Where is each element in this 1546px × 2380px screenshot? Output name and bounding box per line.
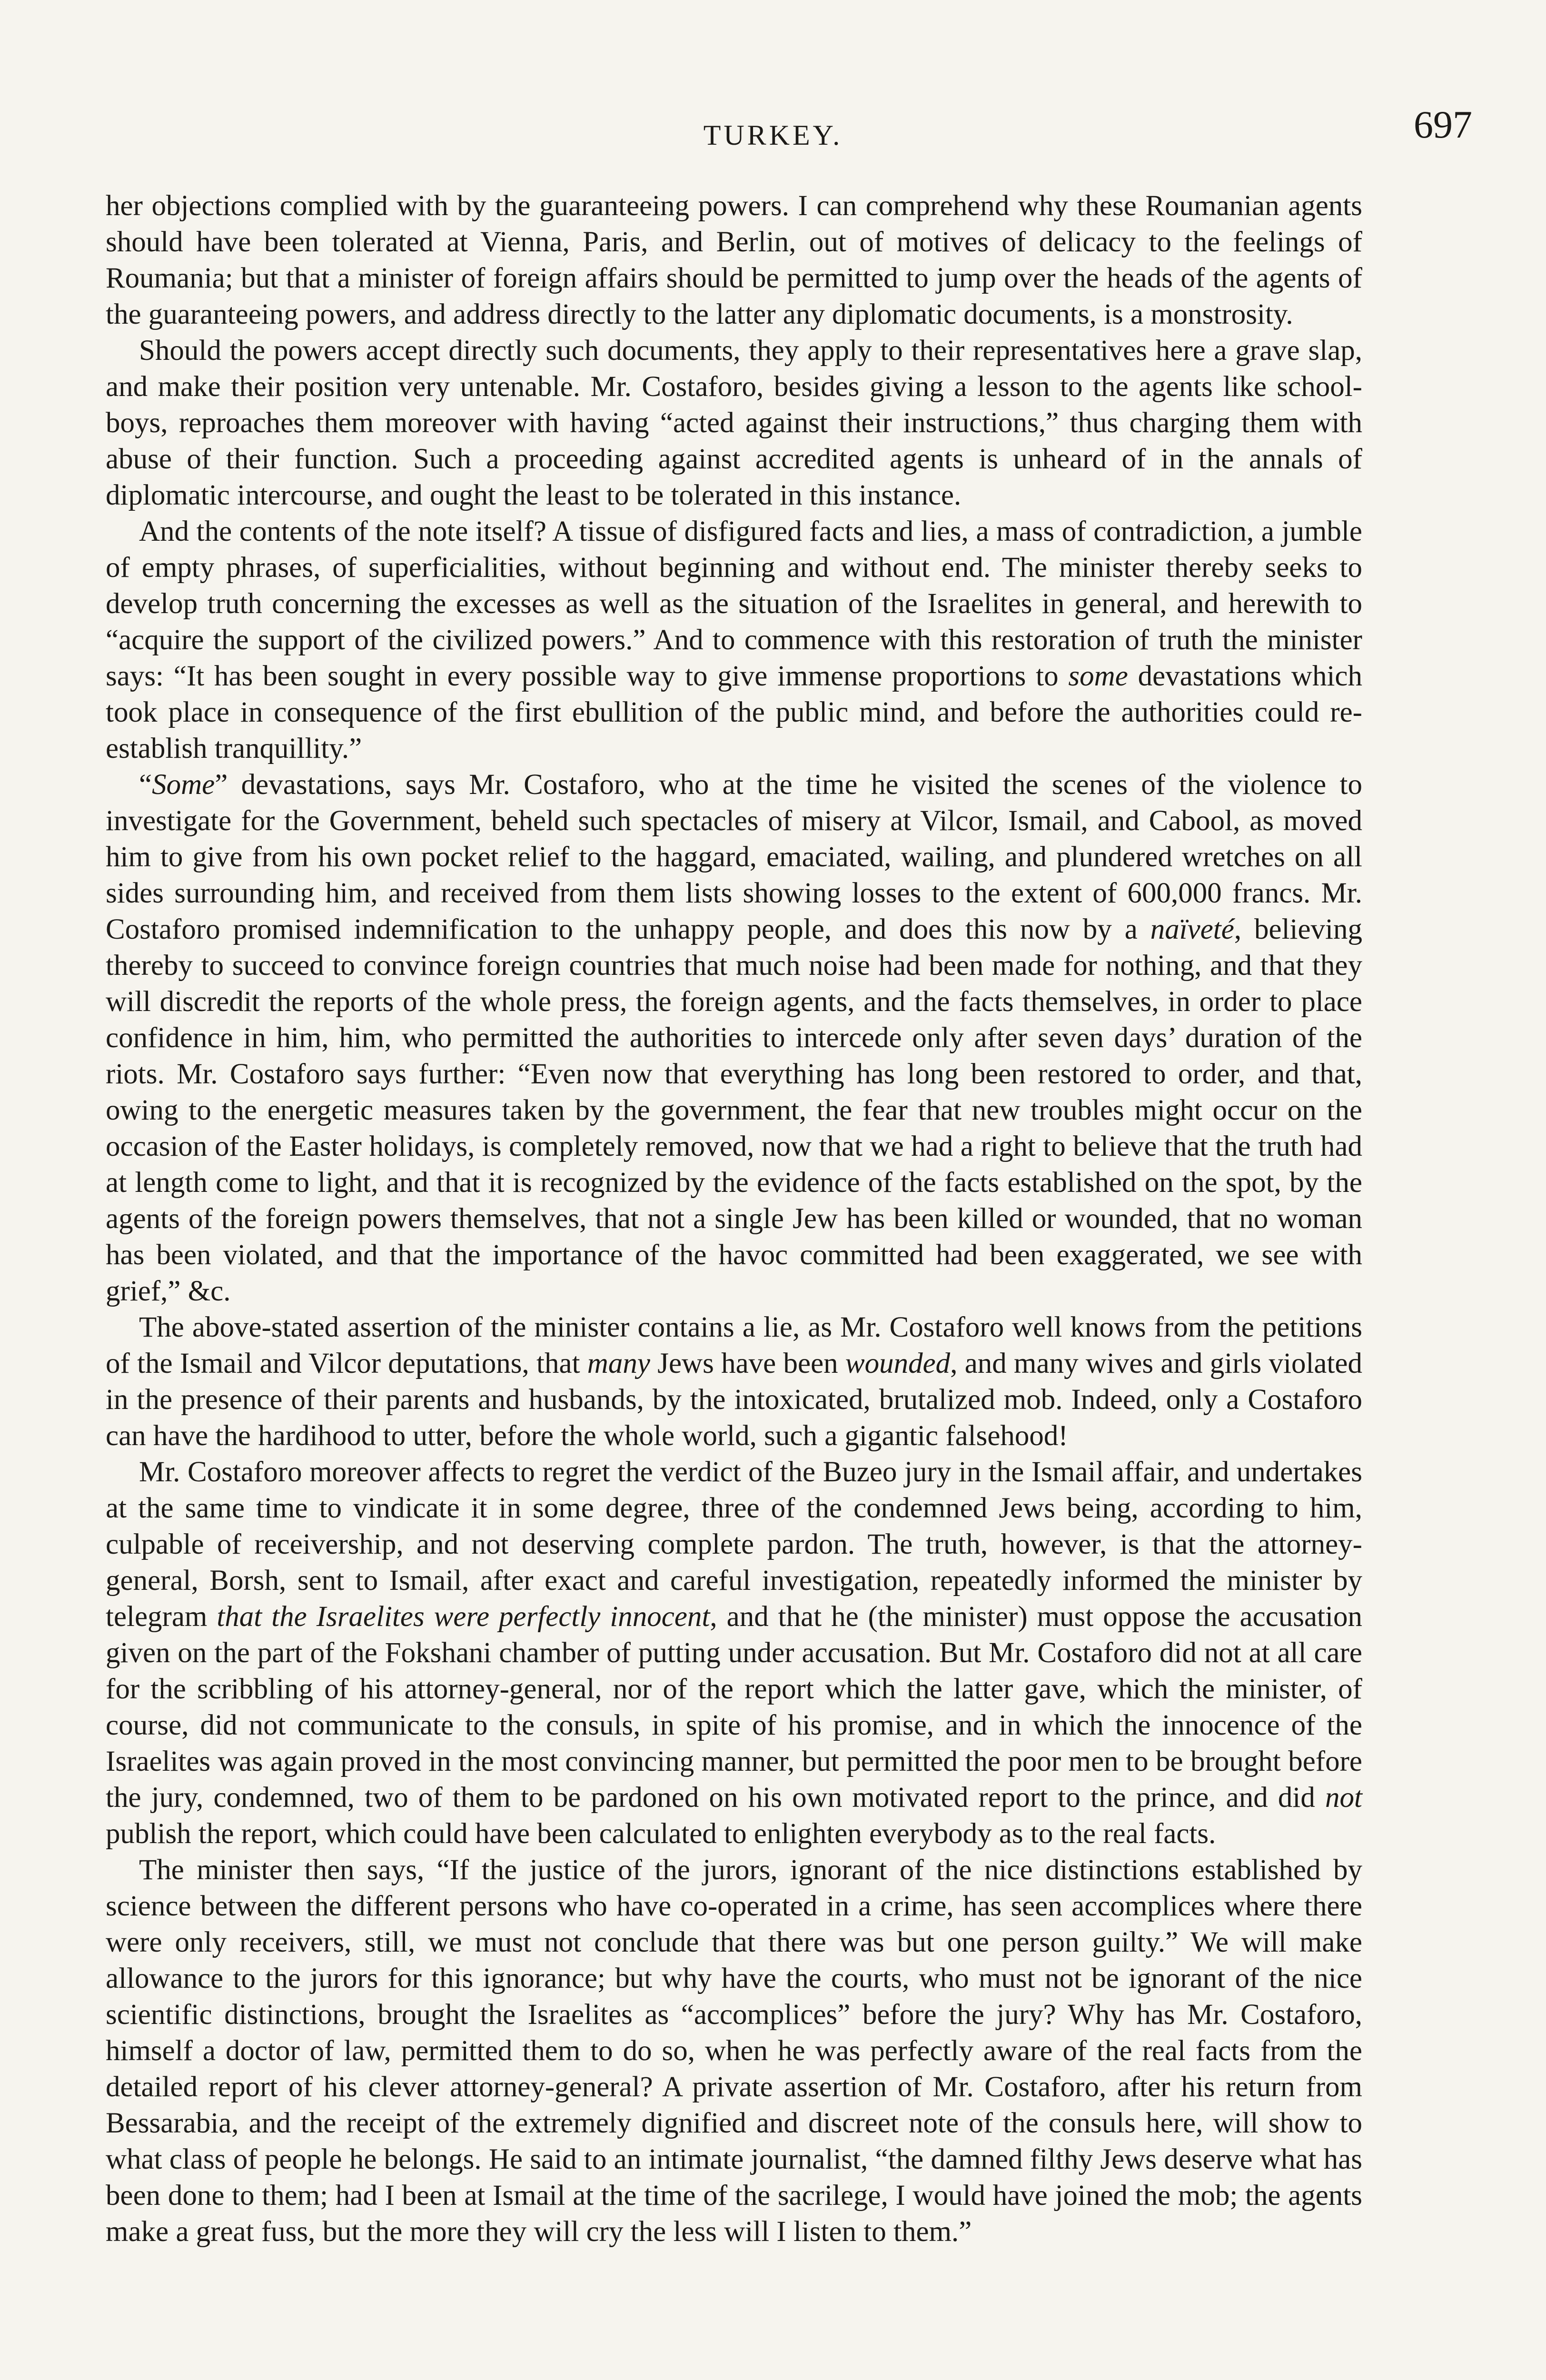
paragraph-text: Mr. Costaforo moreover affects to regret the verdict of the Buzeo jury in the Ismail affair, and undertakes at the same time to vindicate it in some degree, three of the condemned Jews being, according to him, culpable of receivership, and not deserving complete pardon. The truth, however, is that the attorney-general, Borsh, sent to Ismail, after exact and careful investigation, repeatedly informed the minister by telegram — [106, 1456, 1362, 1633]
paragraph-text: publish the report, which could have been calculated to enlighten everybody as to the real facts. — [106, 1818, 1216, 1850]
paragraph-text: And the contents of the note itself? A tissue of disfigured facts and lies, a mass of contradiction, a jumble of empty phrases, of superficialities, without beginning and without end. The minister thereby seeks to develop truth concerning the excesses as well as the situation of the Israelites in general, and herewith to “acquire the support of the civilized powers.” And to commence with this restoration of truth the minister says: “It has been sought in every possible way to give immense proportions to — [106, 516, 1362, 692]
paragraph — [106, 767, 1362, 1309]
paragraph-text: her objections complied with by the guaranteeing powers. I can comprehend why these Roumanian agents should have been tolerated at Vienna, Paris, and Berlin, out of motives of delicacy to the feelings of Roumania; but that a minister of foreign affairs should be permitted to jump over the heads of the agents of the guaranteeing powers, and address directly to the latter any diplomatic documents, is a monstrosity. — [106, 190, 1362, 330]
paragraph — [106, 1309, 1362, 1454]
running-title: TURKEY. — [703, 119, 843, 151]
italic-text: Some — [152, 769, 215, 801]
italic-text: not — [1325, 1782, 1362, 1814]
italic-text: wounded — [845, 1348, 951, 1379]
paragraph-text: The minister then says, “If the justice of the jurors, ignorant of the nice distinctions established by science between the different persons who have co-operated in a crime, has seen accomplices where there were only receivers, still, we must not conclude that there was but one person guilty.” We will make allowance to the jurors for this ignorance; but why have the courts, who must not be ignorant of the nice scientific distinctions, brought the Israelites as “accomplices” before the jury? Why has Mr. Costaforo, himself a doctor of law, permitted them to do so, when he was perfectly aware of the real facts from the detailed report of his clever attorney-general? A private assertion of Mr. Costaforo, after his return from Bessarabia, and the receipt of the extremely dignified and discreet note of the consuls here, will show to what class of people he belongs. He said to an intimate journalist, “the damned filthy Jews deserve what has been done to them; had I been at Ismail at the time of the sacrilege, I would have joined the mob; the agents make a great fuss, but the more they will cry the less will I listen to them.” — [106, 1854, 1362, 2248]
paragraph-text: Should the powers accept directly such documents, they apply to their representatives here a grave slap, and make their position very untenable. Mr. Costaforo, besides giving a lesson to the agents like school-boys, reproaches them moreover with having “acted against their instructions,” thus charging them with abuse of their function. Such a proceeding against accredited agents is unheard of in the annals of diplomatic intercourse, and ought the least to be tolerated in this instance. — [106, 335, 1362, 511]
paragraph-text: , and that he (the minister) must oppose the accusation given on the part of the Fokshani chamber of putting under accusation. But Mr. Costaforo did not at all care for the scribbling of his attorney-general, nor of the report which the latter gave, which the minister, of course, did not communicate to the consuls, in spite of his promise, and in which the innocence of the Israelites was again proved in the most convincing manner, but permitted the poor men to be brought before the jury, condemned, two of them to be pardoned on his own motivated report to the prince, and did — [106, 1601, 1362, 1814]
paragraph — [106, 514, 1362, 767]
paragraph-text: ” devastations, says Mr. Costaforo, who at the time he visited the scenes of the violence to investigate for the Government, beheld such spectacles of misery at Vilcor, Ismail, and Cabool, as moved him to give from his own pocket relief to the haggard, emaciated, wailing, and plundered wretches on all sides surrounding him, and received from them lists showing losses to the extent of 600,000 francs. Mr. Costaforo promised indemnification to the unhappy people, and does this now by a — [106, 769, 1362, 945]
italic-text: many — [587, 1348, 650, 1379]
paragraph — [106, 1852, 1362, 2250]
italic-text: some — [1068, 660, 1128, 692]
body-text — [106, 188, 1362, 2250]
paragraph-text: , believing thereby to succeed to convince foreign countries that much noise had been made for nothing, and that they will discredit the reports of the whole press, the foreign agents, and the facts themselves, in order to place confidence in him, him, who permitted the authorities to intercede only after seven days’ duration of the riots. Mr. Costaforo says further: “Even now that everything has long been restored to order, and that, owing to the energetic measures taken by the government, the fear that new troubles might occur on the occasion of the Easter holidays, is completely removed, now that we had a right to believe that the truth had at length come to light, and that it is recognized by the evidence of the facts established on the spot, by the agents of the foreign powers themselves, that not a single Jew has been killed or wounded, that no woman has been violated, and that the importance of the havoc committed had been exaggerated, we see with grief,” &c. — [106, 913, 1362, 1307]
paragraph-text: , and many wives and girls violated in the presence of their parents and husbands, by the intoxicated, brutalized mob. Indeed, only a Costaforo can have the hardihood to utter, before the whole world, such a gigantic falsehood! — [106, 1348, 1362, 1452]
paragraph-text: devastations which took place in consequence of the first ebullition of the public mind, and before the authorities could re-establish tranquillity.” — [106, 660, 1362, 764]
paragraph-text: The above-stated assertion of the minister contains a lie, as Mr. Costaforo well knows from the petitions of the Ismail and Vilcor deputations, that — [106, 1311, 1362, 1379]
paragraph — [106, 333, 1362, 514]
paragraph-text: “ — [139, 769, 152, 801]
paragraph — [106, 1454, 1362, 1852]
italic-text: naïveté — [1150, 913, 1234, 945]
paragraph-text: Jews have been — [650, 1348, 845, 1379]
page-number: 697 — [1414, 103, 1472, 146]
italic-text: that the Israelites were perfectly innocent — [217, 1601, 710, 1633]
paragraph — [106, 188, 1362, 333]
